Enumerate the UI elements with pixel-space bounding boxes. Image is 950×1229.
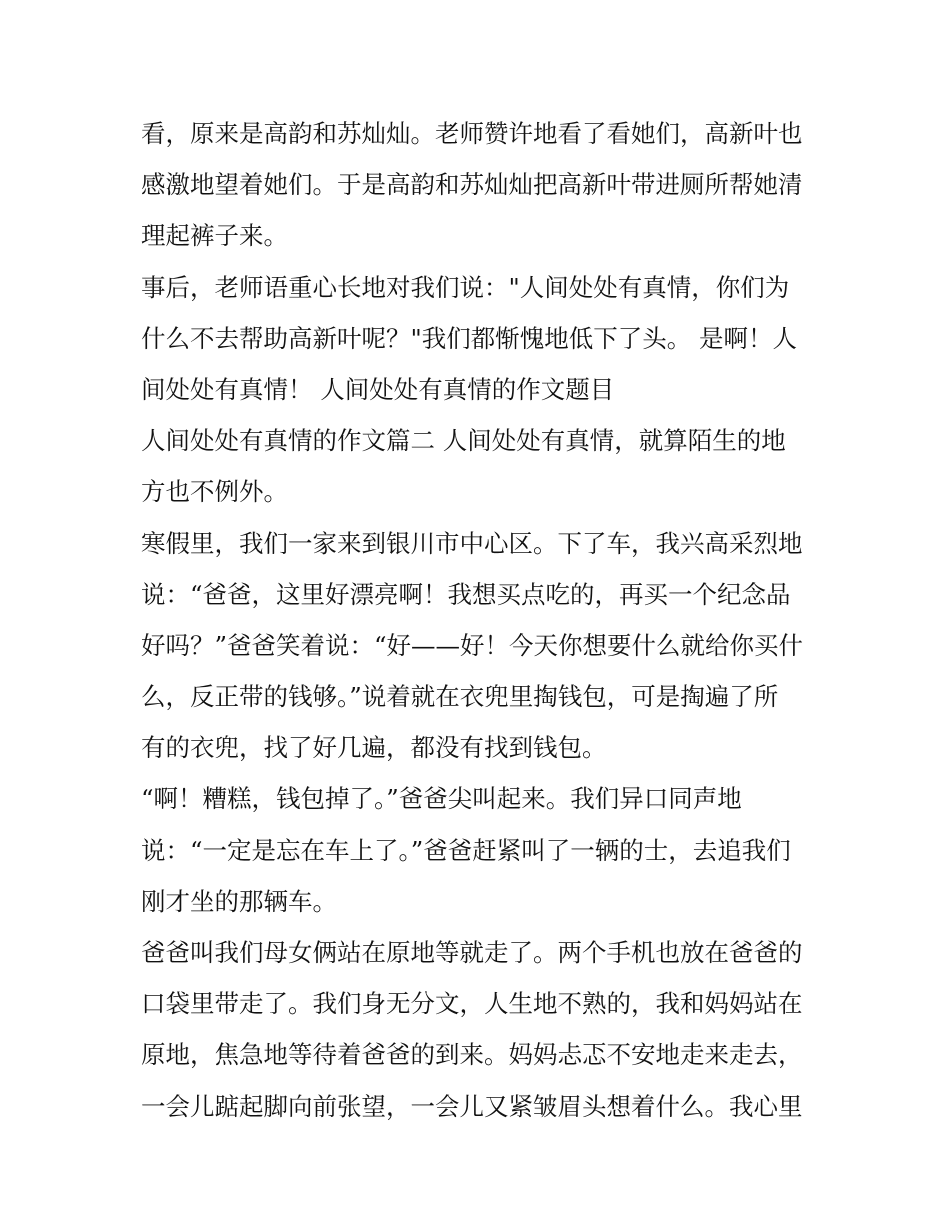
text-line: 爸爸叫我们母女俩站在原地等就走了。两个手机也放在爸爸的 bbox=[141, 938, 803, 967]
text-line: 刚才坐的那辆车。 bbox=[141, 886, 337, 916]
text-line: 好吗？”爸爸笑着说：“好——好！今天你想要什么就给你买什 bbox=[141, 630, 804, 660]
text-line: 口袋里带走了。我们身无分文，人生地不熟的，我和妈妈站在 bbox=[141, 989, 803, 1019]
text-line: 理起裤子来。 bbox=[141, 221, 288, 251]
text-line: 看，原来是高韵和苏灿灿。老师赞许地看了看她们，高新叶也 bbox=[141, 119, 803, 148]
text-line: “啊！糟糕，钱包掉了。”爸爸尖叫起来。我们异口同声地 bbox=[141, 784, 742, 814]
text-line: 事后，老师语重心长地对我们说："人间处处有真情，你们为 bbox=[141, 272, 790, 302]
essay-body bbox=[141, 108, 821, 1132]
text-line: 么，反正带的钱够。”说着就在衣兜里掏钱包，可是掏遍了所 bbox=[141, 682, 779, 712]
text-line: 人间处处有真情的作文篇二 人间处处有真情，就算陌生的地 bbox=[141, 426, 786, 456]
text-line: 一会儿踮起脚向前张望，一会儿又紧皱眉头想着什么。我心里 bbox=[141, 1091, 803, 1121]
text-line: 间处处有真情！ 人间处处有真情的作文题目 bbox=[141, 374, 615, 404]
text-line: 说：“爸爸，这里好漂亮啊！我想买点吃的，再买一个纪念品 bbox=[141, 579, 791, 609]
text-line: 方也不例外。 bbox=[141, 477, 288, 507]
text-line: 原地，焦急地等待着爸爸的到来。妈妈忐忑不安地走来走去， bbox=[141, 1040, 803, 1070]
text-line: 有的衣兜，找了好几遍，都没有找到钱包。 bbox=[141, 733, 607, 763]
text-line: 说：“一定是忘在车上了。”爸爸赶紧叫了一辆的士，去追我们 bbox=[141, 835, 791, 865]
text-line: 寒假里，我们一家来到银川市中心区。下了车，我兴高采烈地 bbox=[141, 528, 803, 558]
text-line: 什么不去帮助高新叶呢？"我们都惭愧地低下了头。 是啊！人 bbox=[141, 323, 798, 353]
text-line: 感激地望着她们。于是高韵和苏灿灿把高新叶带进厕所帮她清 bbox=[141, 170, 803, 200]
